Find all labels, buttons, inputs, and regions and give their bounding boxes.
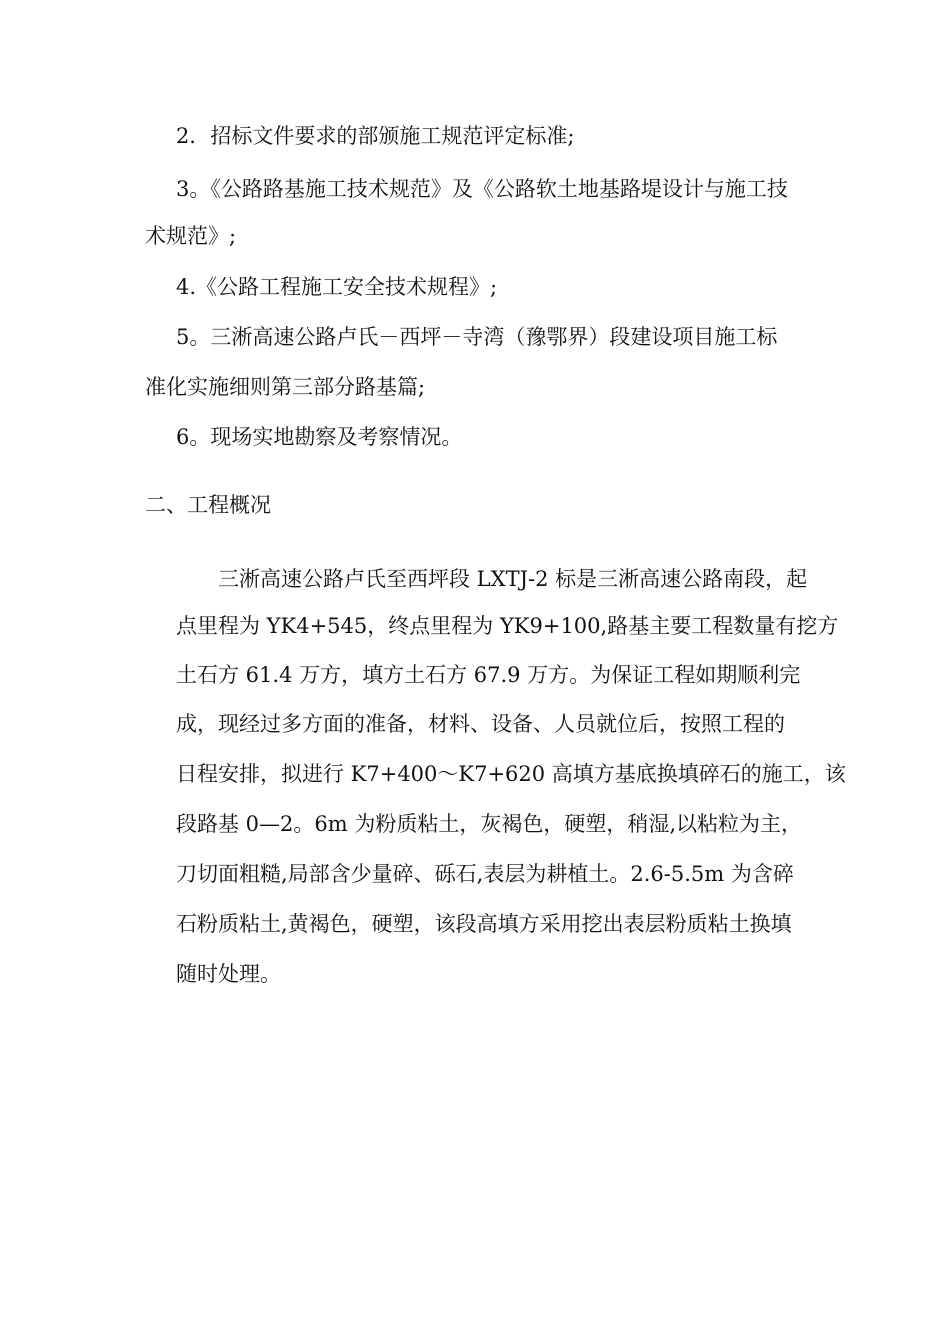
list-item-4: 4.《公路工程施工安全技术规程》; [176, 275, 498, 299]
list-item-5-line-1: 5。三淅高速公路卢氏－西坪－寺湾（豫鄂界）段建设项目施工标 [176, 325, 778, 349]
section-heading: 二、工程概况 [145, 493, 271, 517]
list-item-2: 2．招标文件要求的部颁施工规范评定标准; [176, 124, 575, 148]
overview-line-3: 土石方 61.4 万方，填方土石方 67.9 万方。为保证工程如期顺利完 [176, 663, 801, 687]
overview-line-2: 点里程为 YK4+545，终点里程为 YK9+100,路基主要工程数量有挖方 [176, 614, 839, 638]
overview-line-7: 刀切面粗糙,局部含少量碎、砾石,表层为耕植土。2.6-5.5m 为含碎 [176, 862, 794, 886]
list-item-6: 6。现场实地勘察及考察情况。 [176, 425, 463, 449]
overview-line-4: 成，现经过多方面的准备，材料、设备、人员就位后，按照工程的 [176, 712, 785, 736]
overview-line-5: 日程安排，拟进行 K7+400～K7+620 高填方基底换填碎石的施工，该 [176, 762, 846, 786]
overview-line-1: 三淅高速公路卢氏至西坪段 LXTJ-2 标是三淅高速公路南段，起 [218, 567, 808, 591]
overview-line-6: 段路基 0—2。6m 为粉质粘土，灰褐色，硬塑，稍湿,以粘粒为主， [176, 812, 803, 836]
overview-line-8: 石粉质粘土,黄褐色，硬塑，该段高填方采用挖出表层粉质粘土换填 [176, 912, 792, 936]
list-item-3-line-1: 3。《公路路基施工技术规范》及《公路软土地基路堤设计与施工技 [176, 177, 788, 201]
list-item-5-line-2: 准化实施细则第三部分路基篇; [145, 375, 426, 399]
list-item-3-line-2: 术规范》; [145, 224, 237, 248]
overview-line-9: 随时处理。 [176, 962, 281, 986]
